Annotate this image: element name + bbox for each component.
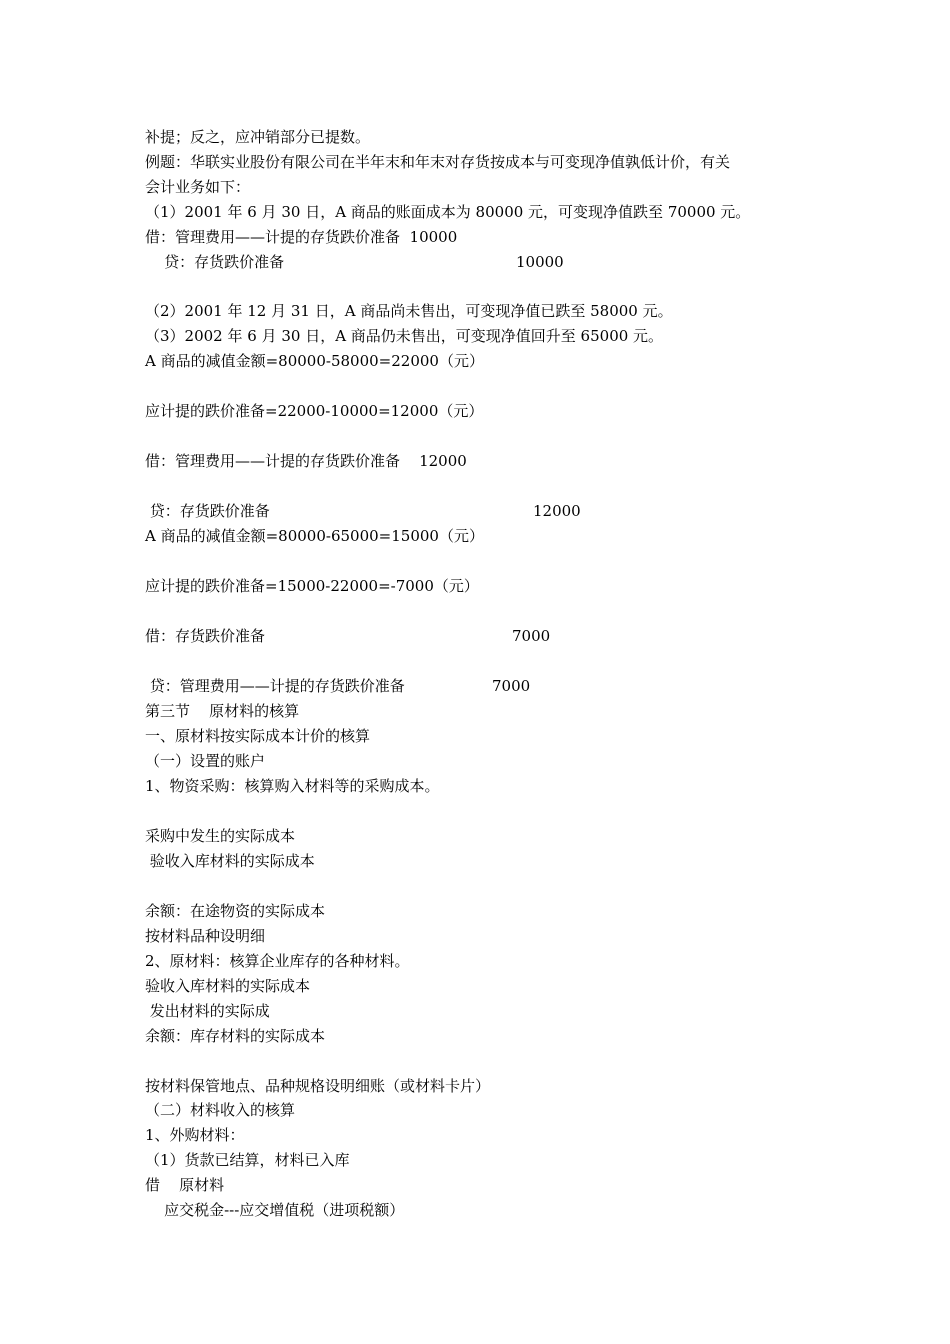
journal-credit-line: 贷：管理费用——计提的存货跌价准备 [145,677,405,695]
text-line: 余额：库存材料的实际成本 [145,1027,326,1045]
journal-debit-line: 借：存货跌价准备 [145,627,266,645]
journal-credit-line: 贷：存货跌价准备 [145,253,285,271]
journal-debit-line: 借 原材料 [145,1176,225,1194]
journal-credit-amount: 12000 [533,502,581,520]
calculation-line: 应计提的跌价准备=15000-22000=-7000（元） [145,577,479,595]
text-line: （1）货款已结算，材料已入库 [145,1151,350,1169]
example-intro-line: 例题：华联实业股份有限公司在半年末和年末对存货按成本与可变现净值孰低计价，有关 [145,153,731,171]
calculation-line: A 商品的减值金额=80000-65000=15000（元） [145,527,484,545]
subsection-heading: 一、原材料按实际成本计价的核算 [145,727,371,745]
text-line: 余额：在途物资的实际成本 [145,902,326,920]
subsection-heading: （一）设置的账户 [145,752,266,770]
text-line: 2、原材料：核算企业库存的各种材料。 [145,952,410,970]
journal-debit-line: 借：管理费用——计提的存货跌价准备 10000 [145,228,458,246]
subsection-heading: （二）材料收入的核算 [145,1101,296,1119]
journal-credit-line: 贷：存货跌价准备 [145,502,270,520]
journal-debit-line: 借：管理费用——计提的存货跌价准备 12000 [145,452,467,470]
text-line: 验收入库材料的实际成本 [145,852,315,870]
text-line: 采购中发生的实际成本 [145,827,296,845]
text-line: 补提；反之，应冲销部分已提数。 [145,128,371,146]
text-line: 会计业务如下： [145,178,251,196]
calculation-line: A 商品的减值金额=80000-58000=22000（元） [145,352,484,370]
text-line: 按材料保管地点、品种规格设明细账（或材料卡片） [145,1077,491,1095]
text-line: 验收入库材料的实际成本 [145,977,311,995]
case-3-line: （3）2002 年 6 月 30 日，A 商品仍未售出，可变现净值回升至 65000 元。 [145,327,664,345]
text-line: 按材料品种设明细 [145,927,266,945]
journal-credit-amount: 10000 [516,253,564,271]
case-1-line: （1）2001 年 6 月 30 日，A 商品的账面成本为 80000 元，可变现净值跌至 70000 元。 [145,203,751,221]
text-line: 1、物资采购：核算购入材料等的采购成本。 [145,777,440,795]
journal-credit-amount: 7000 [492,677,531,695]
calculation-line: 应计提的跌价准备=22000-10000=12000（元） [145,402,484,420]
case-2-line: （2）2001 年 12 月 31 日，A 商品尚未售出，可变现净值已跌至 58000 元。 [145,302,673,320]
journal-debit-line: 应交税金---应交增值税（进项税额） [145,1201,405,1219]
journal-debit-amount: 7000 [512,627,551,645]
section-heading: 第三节 原材料的核算 [145,702,300,720]
text-line: 发出材料的实际成 [145,1002,270,1020]
text-line: 1、外购材料： [145,1126,245,1144]
